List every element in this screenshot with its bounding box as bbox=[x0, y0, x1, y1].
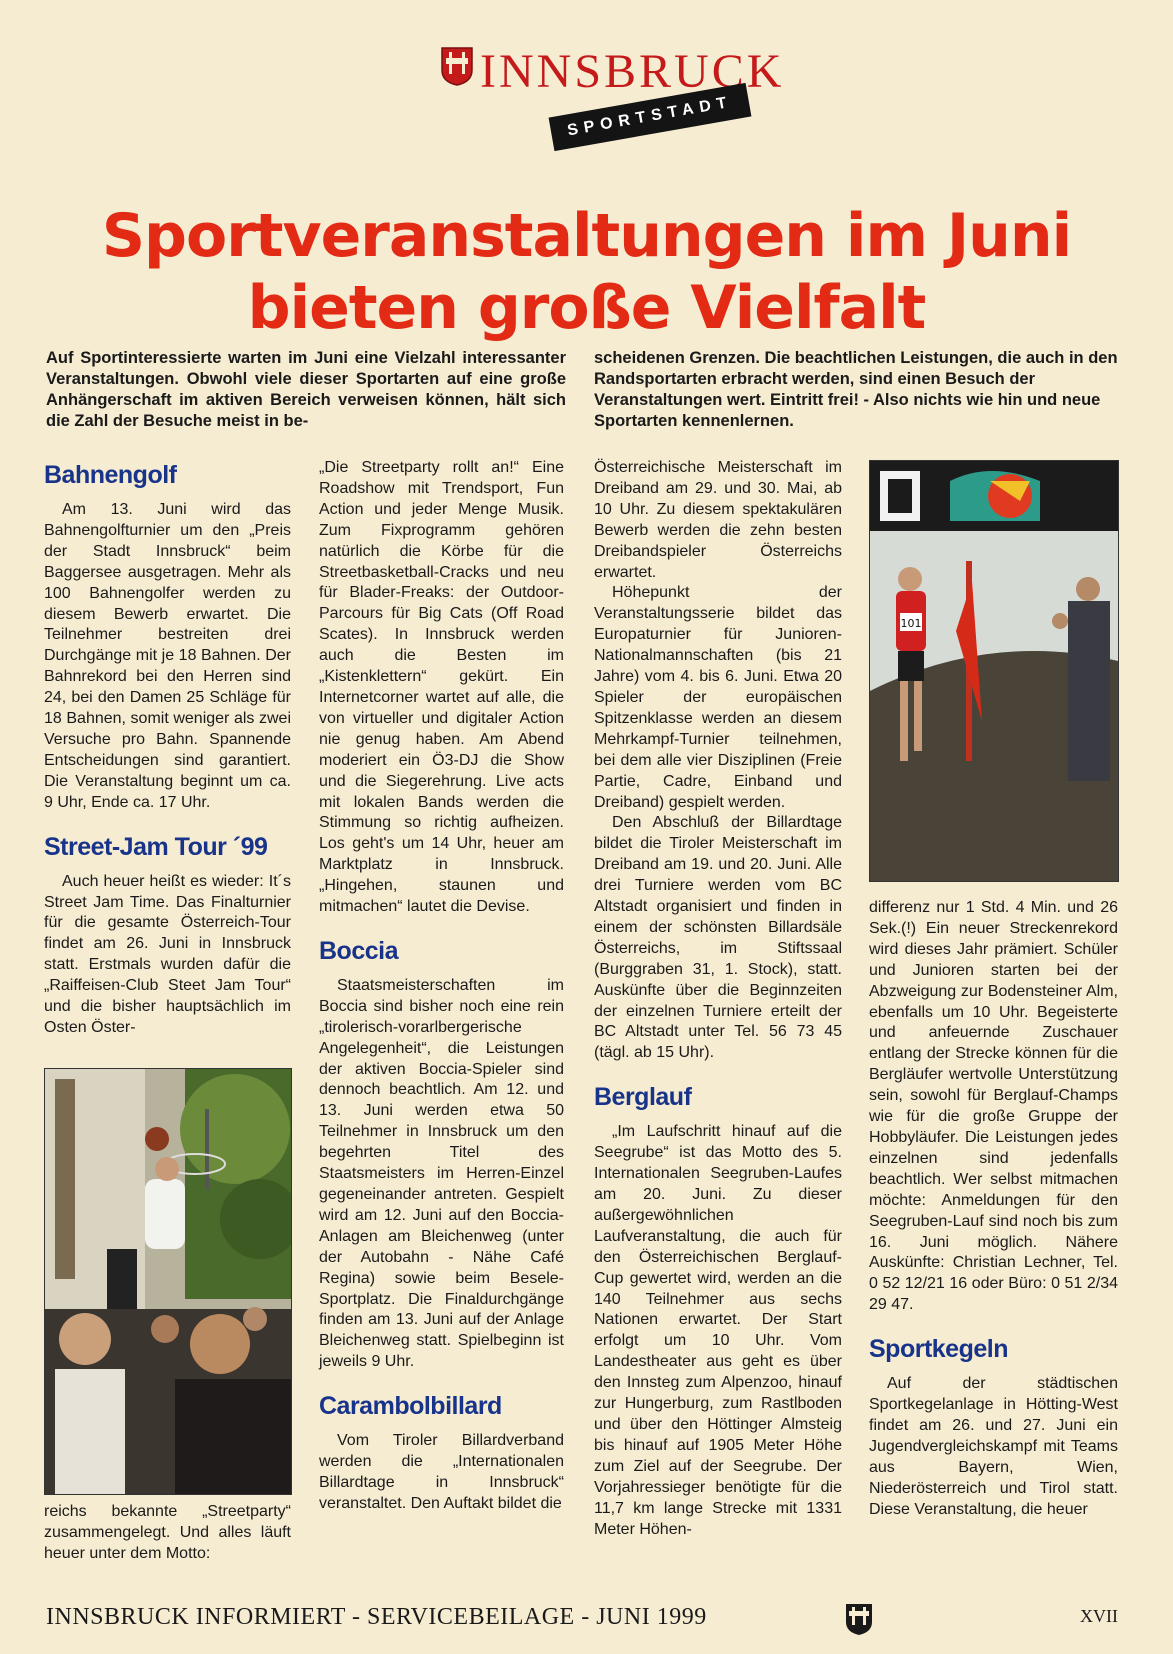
streetjam-col2-body: „Die Streetparty rollt an!“ Eine Roadshow mit Trendsport, Fun Action und jeder Menge Musik. Zum Fixprogramm gehören natürlich die Körbe für die Streetbasketball-Cracks und neu für Blader-Freaks: der Outdoor-Parcours für Big Cats (Off Road Scates). In Innsbruck werden auch die Besten im „Kistenklettern“ gekürt. Ein Internetcorner wartet auf alle, die von virtueller und digitaler Action nie genug haben. Am Abend moderiert ein Ö3-DJ die Show und die Siegerehrung. Live acts mit lokalen Bands werden die Stimmung so richtig aufheizen. Los geht's um 14 Uhr, heuer am Marktplatz in Innsbruck. „Hingehen, staunen und mitmachen“ lautet die Devise. bbox=[319, 459, 564, 916]
article-column-4 bbox=[869, 898, 1118, 1520]
headline-line-2: bieten große Vielfalt bbox=[247, 273, 926, 343]
page-headline bbox=[40, 200, 1133, 344]
mountain-runner-photo-icon bbox=[870, 461, 1118, 881]
headline-line-1: Sportveranstaltungen im Juni bbox=[101, 201, 1072, 271]
article-column-1 bbox=[44, 458, 291, 1039]
bahnengolf-body: Am 13. Juni wird das Bahnengolfturnier um den „Preis der Stadt Innsbruck“ beim Baggersee ausgetragen. Mehr als 100 Bahnengolfer werden zu diesem Bewerb erwartet. Die Teilnehmer bestreiten drei Durchgänge mit je 18 Bahnen. Der Bahnrekord bei den Herren sind 24, bei den Damen 25 Schläge für 18 Bahnen, somit weniger als zwei Versuche pro Bahn. Spannende Entscheidungen sind garantiert. Die Veranstaltung beginnt um ca. 9 Uhr, Ende ca. 17 Uhr. bbox=[44, 501, 291, 811]
streetjam-continued: reichs bekannte „Streetparty“ zusammengelegt. Und alles läuft heuer unter dem Motto: bbox=[44, 1503, 291, 1562]
masthead-subtitle: SPORTSTADT bbox=[549, 83, 752, 151]
streetball-photo bbox=[44, 1068, 292, 1495]
boccia-body: Staatsmeisterschaften im Boccia sind bisher noch eine rein „tirolerisch-vorarlbergerische Angelegenheit“, die Leistungen der aktiven Boccia-Spieler sind dennoch beachtlich. Am 12. und 13. Juni werden etwa 50 Teilnehmer in Innsbruck um den begehrten Titel des Staatsmeisters im Herren-Einzel gegeneinander antreten. Gespielt wird am 12. Juni auf den Boccia-Anlagen am Bleichenweg (unter der Autobahn - Nähe Café Regina) sowie beim Besele-Sportplatz. Die Finaldurchgänge finden am 13. Juni auf der Anlage Bleichenweg statt. Spielbeginn ist jeweils 9 Uhr. bbox=[319, 976, 564, 1371]
runner-photo bbox=[869, 460, 1119, 882]
carambolbillard-col3-p3: Den Abschluß der Billardtage bildet die Tiroler Meisterschaft im Dreiband am 19. und 20. Juni. Alle drei Turniere werden vom BC Altstadt organisiert und finden in einem der schönsten Billardsäle Österreichs, im Stiftssaal (Burggraben 31, 1. Stock), statt. Auskünfte über die Beginnzeiten der einzelnen Turniere erteilt der BC Altstadt unter Tel. 56 73 45 (tägl. ab 15 Uhr). bbox=[594, 814, 842, 1062]
article-column-2 bbox=[319, 458, 564, 1515]
section-title-berglauf: Berglauf bbox=[594, 1083, 692, 1112]
masthead-title: INNSBRUCK bbox=[480, 45, 785, 98]
city-crest-icon bbox=[844, 1602, 874, 1636]
berglauf-continued: differenz nur 1 Std. 4 Min. und 26 Sek.(!) Ein neuer Streckenrekord wird dieses Jahr prämiert. Schüler und Junioren starten bei der Abzweigung zur Bodensteiner Alm, ebenfalls um 10 Uhr. Begeisterte und anfeuernde Zuschauer entlang der Strecke können für die Bergläufer wertvolle Unterstützung sein, sowohl für Berglauf-Champs wie für die große Gruppe der Hobbyläufer. Die Leistungen jedes einzelnen sind jedenfalls beachtlich. Wer selbst mitmachen möchte: Anmeldungen für den Seegruben-Lauf sind noch bis zum 16. Juni möglich. Nähere Auskünfte: Christian Lechner, Tel. 0 52 12/21 16 oder Büro: 0 51 2/34 29 47. bbox=[869, 899, 1118, 1314]
section-title-bahnengolf: Bahnengolf bbox=[44, 461, 177, 489]
masthead-logo bbox=[440, 40, 785, 140]
carambolbillard-col3-p2: Höhepunkt der Veranstaltungsserie bildet das Europaturnier für Junioren-Nationalmannschaften (bis 21 Jahre) vom 4. bis 6. Juni. Etwa 20 Spieler der europäischen Spitzenklasse werden an diesem Mehrkampf-Turnier teilnehmen, bei dem alle vier Disziplinen (Freie Partie, Cadre, Einband und Dreiband) gespielt werden. bbox=[594, 584, 842, 811]
berglauf-body: „Im Laufschritt hinauf auf die Seegrube“ ist das Motto des 5. Internationalen Seegruben-Laufes am 20. Juni. Zu dieser außergewöhnlichen Laufveranstaltung, die auch für den Österreichischen Berglauf-Cup gewertet wird, werden an die 140 Teilnehmer aus sechs Nationen erwartet. Der Start erfolgt um 10 Uhr. Vom Landestheater aus geht es über den Innsteg zum Alpenzoo, hinauf zur Hungerburg, zum Rastlboden und über den Höttinger Almsteig bis hinauf auf 1905 Meter Höhe zum Ziel auf der Seegrube. Der Vorjahressieger benötigte für die 11,7 km lange Strecke mit 1331 Meter Höhen- bbox=[594, 1123, 842, 1538]
footer-publication: INNSBRUCK INFORMIERT - SERVICEBEILAGE - JUNI 1999 bbox=[46, 1604, 707, 1630]
carambolbillard-body: Vom Tiroler Billardverband werden die „Internationalen Billardtage in Innsbruck“ veranstaltet. Den Auftakt bildet die bbox=[319, 1432, 564, 1512]
lead-paragraph-right: scheidenen Grenzen. Die beachtlichen Leistungen, die auch in den Randsportarten erbracht werden, sind einen Besuch der Veranstaltungen wert. Eintritt frei! - Also nichts wie hin und neue Sportarten kennenlernen. bbox=[594, 349, 1118, 430]
streetjam-body: Auch heuer heißt es wieder: It´s Street Jam Time. Das Finalturnier für die gesamte Österreich-Tour findet am 26. Juni in Innsbruck statt. Erstmals wurden dafür die „Raiffeisen-Club Steet Jam Tour“ und die bisher hauptsächlich im Osten Öster- bbox=[44, 872, 291, 1036]
page-number: XVII bbox=[1080, 1606, 1118, 1626]
lead-paragraph-left: Auf Sportinteressierte warten im Juni eine Vielzahl interessanter Veranstaltungen. Obwohl viele dieser Sportarten auf eine große Anhängerschaft im aktiven Bereich verweisen können, hält sich die Zahl der Besuche meist in be- bbox=[46, 349, 566, 430]
innsbruck-crest-icon bbox=[440, 46, 474, 86]
carambolbillard-col3-p1: Österreichische Meisterschaft im Dreiband am 29. und 30. Mai, ab 10 Uhr. Zu diesem spektakulären Bewerb werden die zehn besten Dreibandspieler Österreichs erwartet. bbox=[594, 459, 842, 581]
sportkegeln-body: Auf der städtischen Sportkegelanlage in Hötting-West findet am 26. und 27. Juni ein Jugendvergleichskampf mit Teams aus Bayern, Wien, Niederösterreich und Tirol statt. Diese Veranstaltung, die heuer bbox=[869, 1375, 1118, 1518]
section-title-streetjam: Street-Jam Tour ´99 bbox=[44, 832, 268, 861]
section-title-sportkegeln: Sportkegeln bbox=[869, 1335, 1008, 1364]
section-title-boccia: Boccia bbox=[319, 936, 398, 965]
runner-bib-number: 101 bbox=[900, 617, 922, 630]
section-title-carambolbillard: Carambolbillard bbox=[319, 1392, 502, 1421]
streetball-photo-icon bbox=[45, 1069, 291, 1494]
article-column-3 bbox=[594, 458, 842, 1540]
